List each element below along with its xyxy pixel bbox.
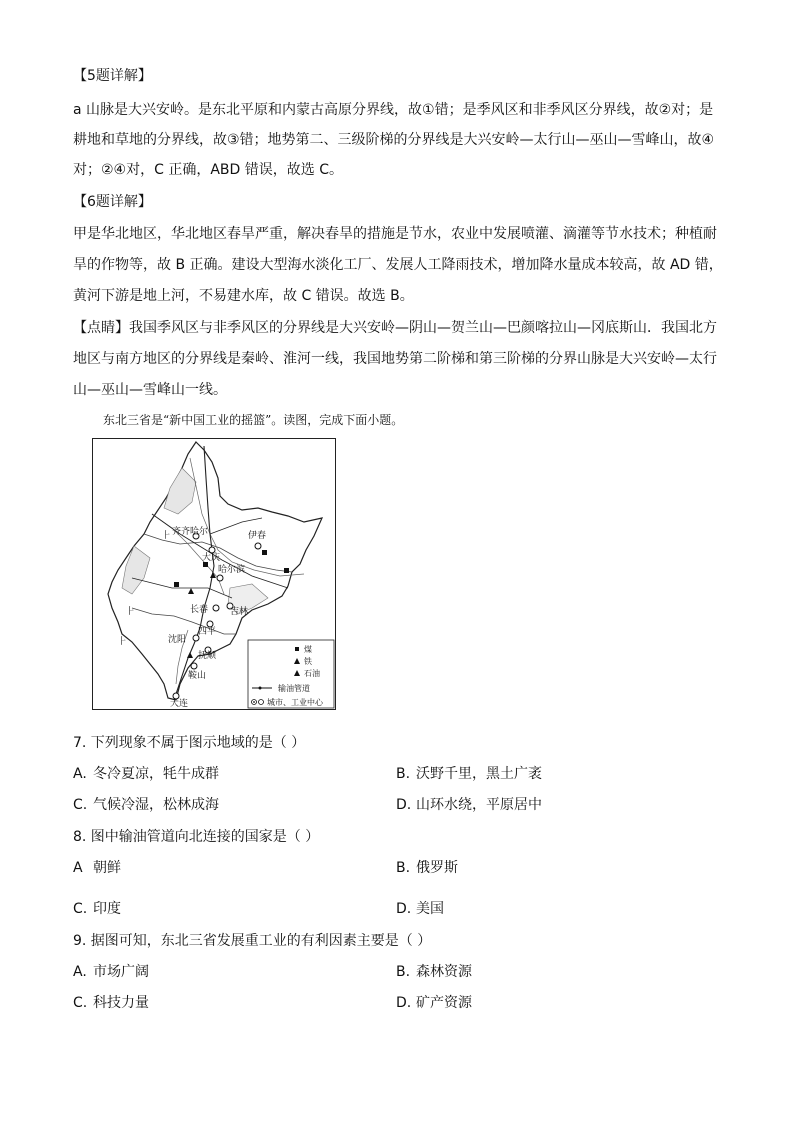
question-8-stem: 8. 图中输油管道向北连接的国家是（ ） [73,829,320,845]
q5-explanation-header: 【5题详解】 [73,68,152,84]
question-7-stem: 7. 下列现象不属于图示地域的是（ ） [73,735,306,751]
map-intro-text: 东北三省是“新中国工业的摇篮”。读图，完成下面小题。 [103,413,404,427]
legend-coal-label: 煤 [304,645,312,654]
tips-line: 山—巫山—雪峰山一线。 [73,382,227,398]
coal-marker [174,582,179,587]
legend-city-label: 城市、工业中心 [267,698,323,707]
q6-explanation-header: 【6题详解】 [73,194,152,210]
city-label-changchun: 长春 [190,605,209,615]
q5-explanation-line: 耕地和草地的分界线，故③错；地势第二、三级阶梯的分界线是大兴安岭—太行山—巫山—雪峰山，故④ [73,132,715,148]
q6-explanation-line: 黄河下游是地上河，不易建水库，故 C 错误。故选 B。 [73,288,414,304]
city-label-dalian: 大连 [170,699,189,709]
question-9-stem: 9. 据图可知，东北三省发展重工业的有利因素主要是（ ） [73,933,432,949]
city-label-yichun: 伊春 [248,531,267,541]
city-label-qiqihaer: 齐齐哈尔 [172,527,209,537]
question-9-option-b[interactable]: B. 森林资源 [396,964,472,980]
city-label-anshan: 鞍山 [188,671,207,681]
question-7-option-a[interactable]: A. 冬冷夏凉，牦牛成群 [73,766,219,782]
grass-symbol: ⺊ [162,531,172,541]
legend-coal-icon [295,647,299,651]
northeast-china-map [92,438,336,710]
city-marker [217,575,223,581]
legend-oil-label: 石油 [304,669,320,678]
grass-symbol: ⺊ [118,637,128,647]
coal-marker [262,550,267,555]
grass-symbol: ⺊ [126,607,136,617]
question-8-option-b[interactable]: B. 俄罗斯 [396,860,458,876]
tips-line: 【点睛】我国季风区与非季风区的分界线是大兴安岭—阴山—贺兰山—巴颜喀拉山—冈底斯山．我国北方 [73,320,717,336]
city-label-fushun: 抚顺 [198,651,217,661]
legend-pipeline-label: 输油管道 [278,684,310,693]
question-8-option-a[interactable]: A 朝鲜 [73,860,121,876]
city-label-daqing: 大庆 [202,553,221,563]
question-9-option-a[interactable]: A. 市场广阔 [73,964,149,980]
q6-explanation-line: 甲是华北地区，华北地区春旱严重，解决春旱的措施是节水，农业中发展喷灌、滴灌等节水技术；种植耐 [73,226,717,242]
city-label-jilin: 吉林 [230,607,249,617]
tips-line: 地区与南方地区的分界线是秦岭、淮河一线，我国地势第二阶梯和第三阶梯的分界山脉是大兴安岭—太行 [73,351,717,367]
coal-marker [284,568,289,573]
city-label-shenyang: 沈阳 [168,635,187,645]
question-8-option-c[interactable]: C. 印度 [73,901,121,917]
question-9-option-c[interactable]: C. 科技力量 [73,995,149,1011]
city-label-haerbin: 哈尔滨 [218,565,246,575]
legend-iron-label: 铁 [304,657,312,666]
question-7-option-c[interactable]: C. 气候冷湿，松林成海 [73,797,219,813]
city-marker [191,663,197,669]
city-marker [213,605,219,611]
question-9-option-d[interactable]: D. 矿产资源 [396,995,472,1011]
question-7-option-b[interactable]: B. 沃野千里，黑土广袤 [396,766,542,782]
city-marker [255,543,261,549]
city-label-siping: 四平 [198,627,217,637]
q5-explanation-line: a 山脉是大兴安岭。是东北平原和内蒙古高原分界线，故①错；是季风区和非季风区分界线，故②对；是 [73,102,714,118]
q6-explanation-line: 旱的作物等，故 B 正确。建设大型海水淡化工厂、发展人工降雨技术，增加降水量成本较高，故 AD 错， [73,257,723,273]
question-7-option-d[interactable]: D. 山环水绕，平原居中 [396,797,542,813]
question-8-option-d[interactable]: D. 美国 [396,901,444,917]
q5-explanation-line: 对；②④对，C 正确，ABD 错误，故选 C。 [73,162,343,178]
